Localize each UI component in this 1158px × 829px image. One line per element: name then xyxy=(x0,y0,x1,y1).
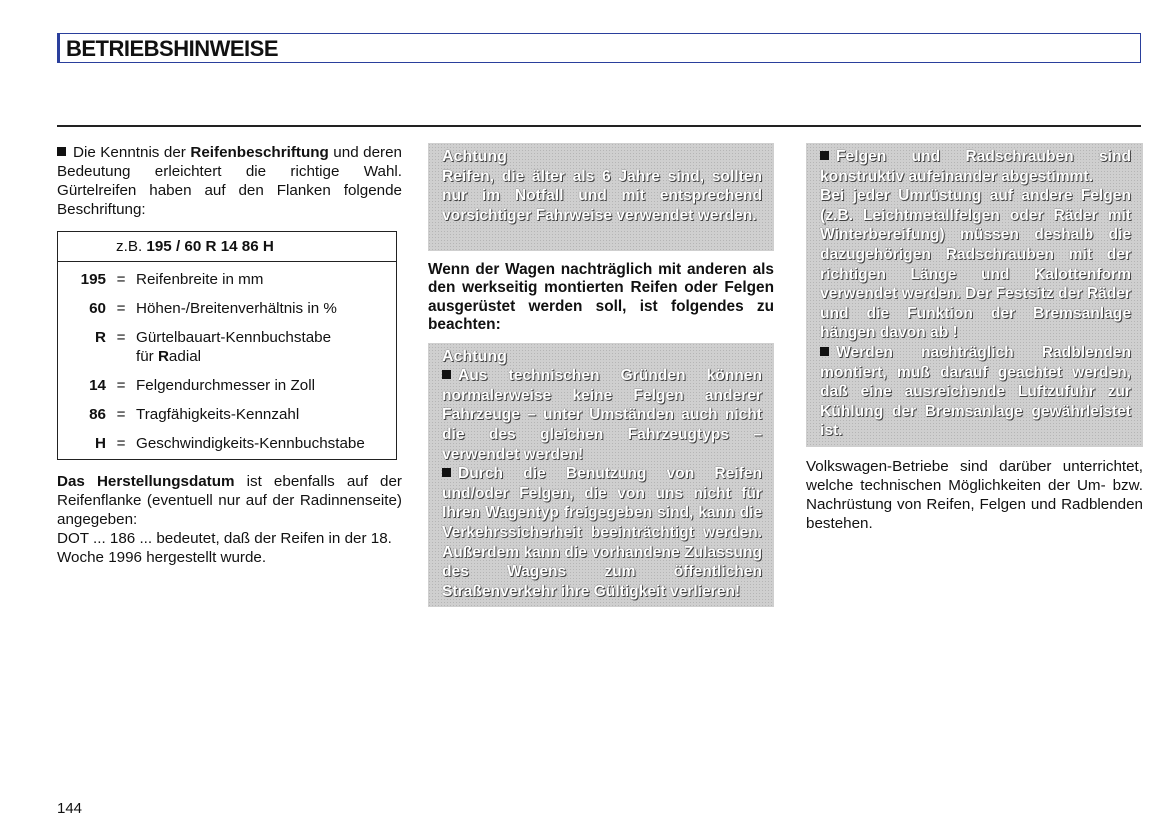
warning-box-rims xyxy=(428,343,774,608)
warning-box-bolts xyxy=(806,143,1143,447)
production-date-paragraph: Das Herstellungsdatum ist ebenfalls auf der Reifenflanke (eventuell nur auf der Radinnenseite) angegeben: xyxy=(57,473,402,528)
table-row: 14 = Felgendurchmesser in Zoll xyxy=(89,377,315,394)
page-title: BETRIEBSHINWEISE xyxy=(66,36,279,61)
table-row: H = Geschwindigkeits-Kennbuchstabe xyxy=(95,435,365,452)
divider xyxy=(57,125,1141,127)
retrofit-paragraph: Wenn der Wagen nachträglich mit anderen als den werkseitig montierten Reifen oder Felgen ausgerüstet werden soll, ist folgendes zu beachten: xyxy=(428,261,774,334)
warning-item: Bei jeder Umrüstung auf andere Felgen (z.B. Leichtmetallfelgen oder Räder mit Winterbereifung) müssen deshalb die dazugehörigen Radschrauben mit der richtigen Länge und Kalottenform verwendet werden. Der Festsitz der Räder und die Funktion der Bremsanlage hängen davon ab ! xyxy=(820,187,1131,342)
bullet-icon xyxy=(57,147,66,156)
page-number: 144 xyxy=(57,800,83,817)
warning-box-age xyxy=(428,143,774,251)
warning-text: Reifen, die älter als 6 Jahre sind, sollten nur im Notfall und mit entsprechend vorsichtiger Fahrweise verwendet werden. xyxy=(442,167,762,224)
warning-item: Felgen und Radschrauben sind konstruktiv aufeinander abgestimmt. xyxy=(820,148,1131,185)
column-tire-labeling xyxy=(57,143,402,567)
warning-heading: Achtung xyxy=(442,148,507,165)
table-row: R = Gürtelbauart-Kennbuchstabe für Radial xyxy=(95,329,332,365)
bullet-icon xyxy=(442,468,451,477)
table-row: 195 = Reifenbreite in mm xyxy=(80,271,264,288)
table-row: 86 = Tragfähigkeits-Kennzahl xyxy=(89,406,300,423)
dot-paragraph: DOT ... 186 ... bedeutet, daß der Reifen in der 18. Woche 1996 hergestellt wurde. xyxy=(57,530,392,566)
column-rims-warning xyxy=(428,143,774,607)
intro-paragraph: Die Kenntnis der Reifenbeschriftung und deren Bedeutung erleichtert die richtige Wahl. Gürtelreifen haben auf den Flanken folgende Beschriftung: xyxy=(57,144,402,218)
table-header: z.B. 195 / 60 R 14 86 H xyxy=(58,232,396,262)
bullet-icon xyxy=(442,370,451,379)
warning-item: Durch die Benutzung von Reifen und/oder Felgen, die von uns nicht für Ihren Wagentyp freigegeben sind, kann die Verkehrssicherheit beeinträchtigt werden. Außerdem kann die vorhandene Zulassung des Wagens zum öffentlichen Straßenverkehr ihre Gültigkeit verlieren! xyxy=(442,465,762,600)
section-header xyxy=(57,33,1141,63)
warning-item: Aus technischen Gründen können normalerweise keine Felgen anderer Fahrzeuge – unter Umständen auch nicht die des gleichen Fahrzeugtyps – verwendet werden! xyxy=(442,367,762,463)
warning-item: Werden nachträglich Radblenden montiert, muß darauf geachtet werden, daß eine ausreichende Luftzufuhr zur Kühlung der Bremsanlage gewährleistet ist. xyxy=(820,343,1131,440)
bullet-icon xyxy=(820,151,829,160)
dealer-info-paragraph: Volkswagen-Betriebe sind darüber unterrichtet, welche technischen Möglichkeiten der Um- bzw. Nachrüstung von Reifen, Felgen und Radblenden bestehen. xyxy=(806,457,1143,532)
column-bolts-warning xyxy=(806,143,1143,533)
bullet-icon xyxy=(820,347,829,356)
table-row: 60 = Höhen-/Breitenverhältnis in % xyxy=(89,300,337,317)
tire-code-table xyxy=(57,231,397,460)
warning-heading: Achtung xyxy=(442,347,507,365)
